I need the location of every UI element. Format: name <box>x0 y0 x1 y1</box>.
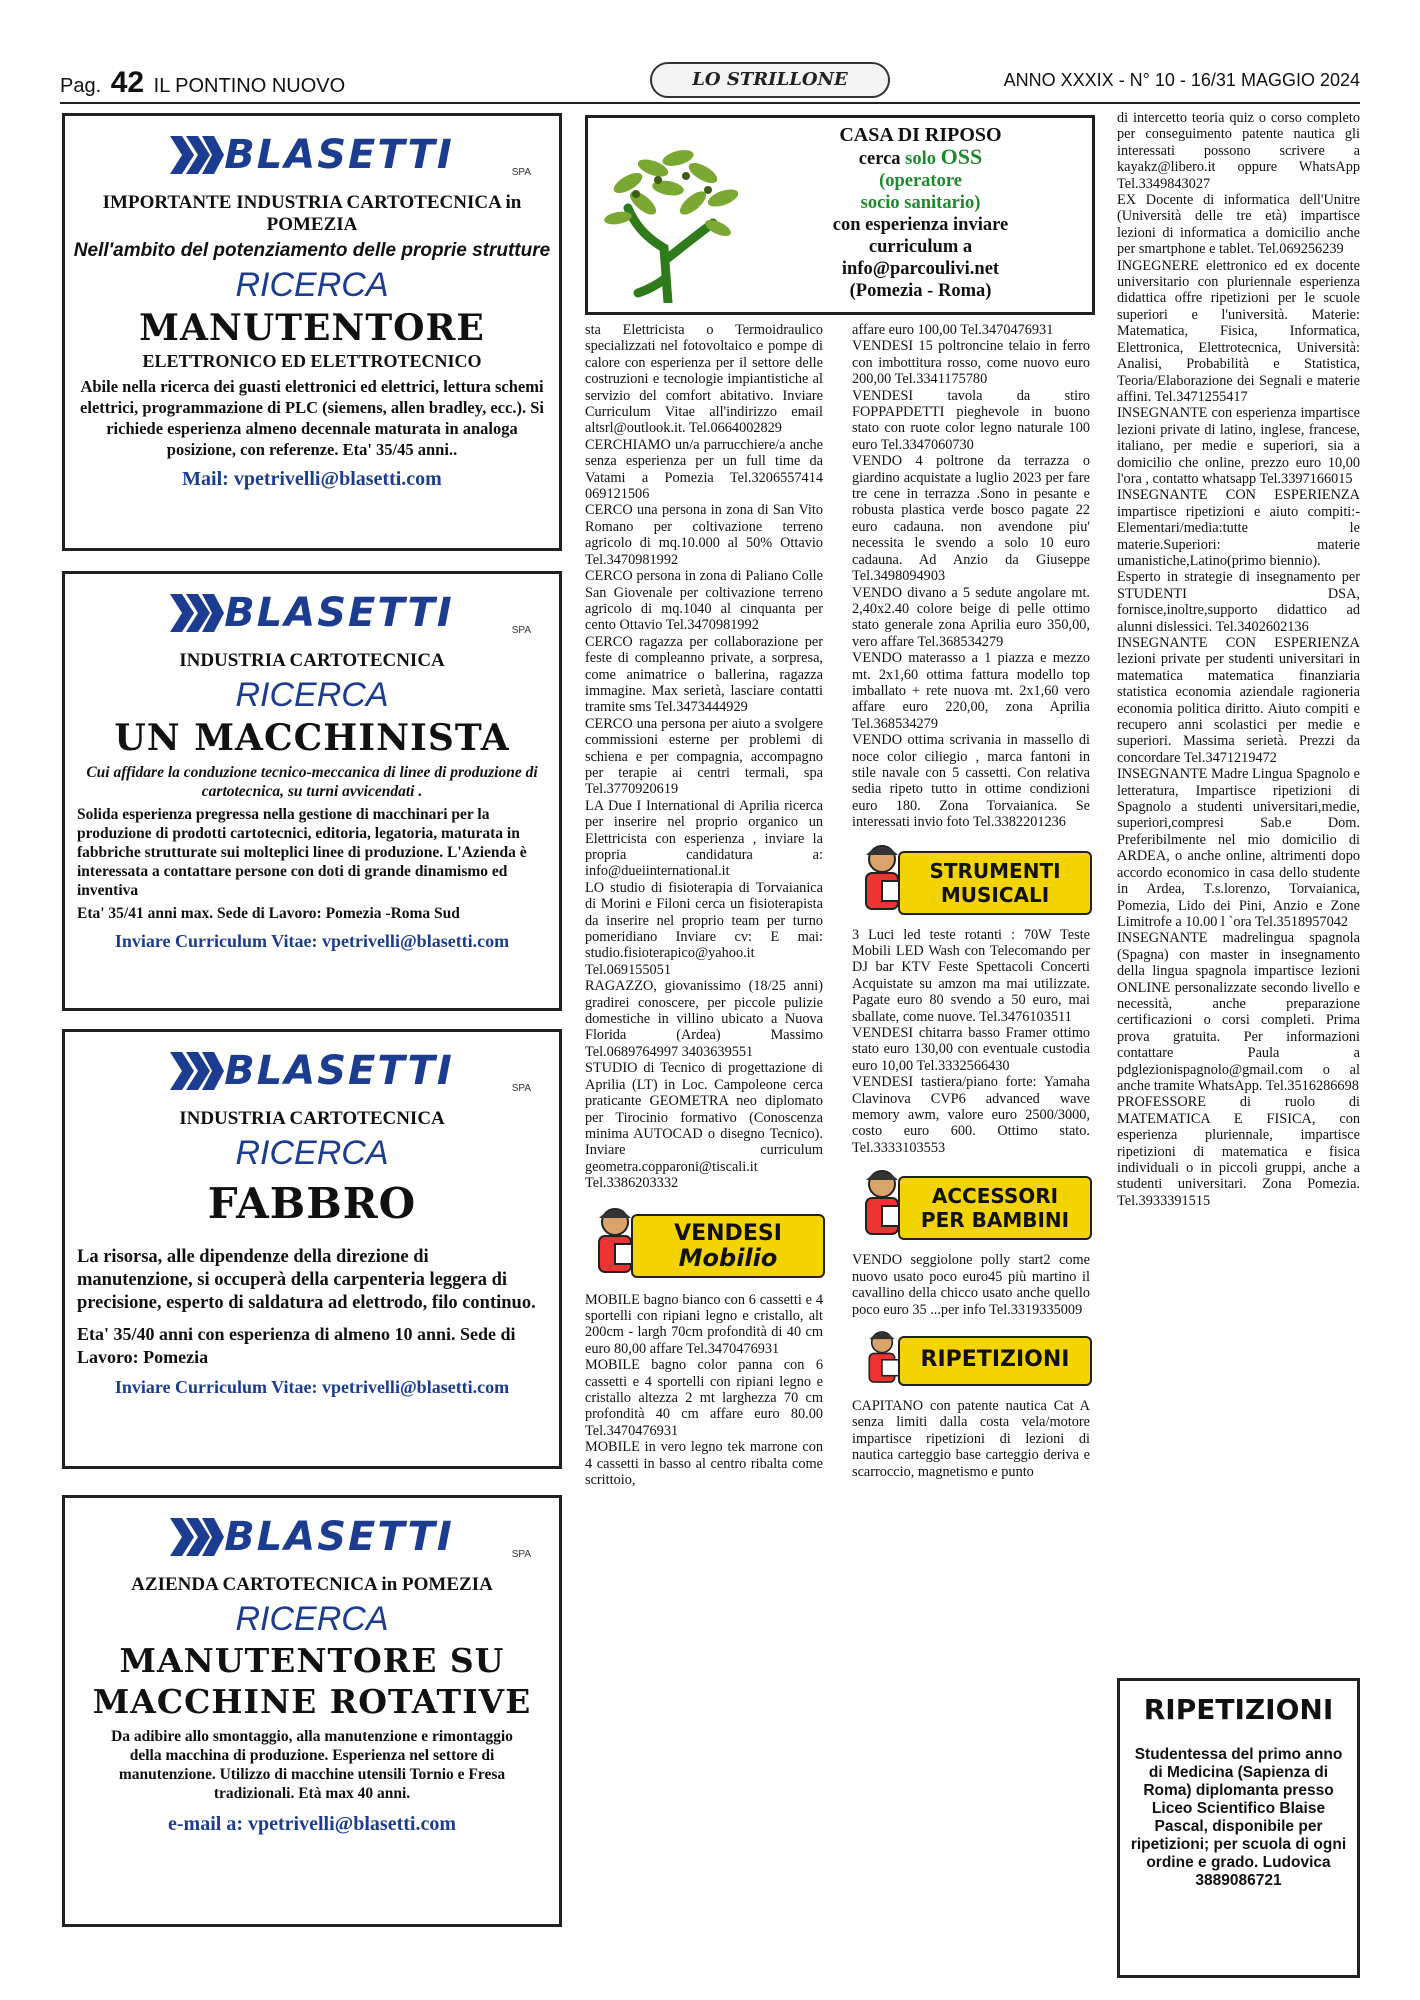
listing-item: LO studio di fisioterapia di Torvaianica di Morini e Filoni cerca un fisioterapista da inserire nel proprio team per turno pomeridiano Inviare cv: E mai: studio.fisioterapico@yahoo.it Tel.069155051 <box>585 879 823 978</box>
listing-item: LA Due I International di Aprilia ricerca per inserire nel proprio organico un Elettricista con esperienza , inviare la propria candidatura a: info@dueiinternational.it <box>585 797 823 880</box>
classifieds-column-1 <box>585 322 823 1972</box>
listing-item: MOBILE bagno bianco con 6 cassetti e 4 sportelli con ripiani legno e cristallo, alt 200cm - largh 70cm profondità di 40 cm euro 80,00 affare Tel.3470476931 <box>585 1291 823 1357</box>
blasetti-logo: BLASETTI SPA <box>65 1046 559 1096</box>
listing-item: INGEGNERE elettronico ed ex docente universitario con pluriennale esperienza didattica offre ripetizioni per le scuole superiori e l'università. Materie: Matematica, Fisica, Informatica, Elettronica, Elettrotecnica, Università: Analisi, Probabilità e Statistica, Teoria/Elaborazione dei Segnali e materie affini. Tel.3471255417 <box>1117 257 1360 405</box>
casa-email[interactable]: info@parcoulivi.net <box>841 259 1000 279</box>
listing-group <box>852 1252 1090 1318</box>
chevron-logo-icon <box>170 136 224 174</box>
listing-group <box>852 927 1090 1157</box>
classifieds-column-3 <box>1117 110 1360 1670</box>
classifieds-column-2 <box>852 322 1090 1972</box>
listing-item: VENDO ottima scrivania in massello di noce color ciliegio , marca fantoni in stile navale con 5 cassetti. Con relativa sedia ripeto tutto in ottime condizioni euro 180. Zona Torvaianica. Se interessati invio foto Tel.3382201236 <box>852 732 1090 831</box>
blasetti-ad-fabbro: BLASETTI SPA INDUSTRIA CARTOTECNICA RICERCA FABBRO La risorsa, alle dipendenze della direzione di manutenzione, si occuperà della carpenteria leggera di precisione, esperto di saldatura ad elettrodo, filo continuo. Eta' 35/40 anni con esperienza di almeno 10 anni. Sede di Lavoro: Pomezia Inviare Curriculum Vitae: vpetrivelli@blasetti.com <box>62 1029 562 1469</box>
section-header-strumenti: STRUMENTI MUSICALI <box>852 841 1092 919</box>
page-header <box>60 60 1360 104</box>
issue-info: ANNO XXXIX - N° 10 - 16/31 MAGGIO 2024 <box>1003 70 1360 90</box>
listing-item: INSEGNANTE con esperienza impartisce lezioni private di latino, inglese, francese, italiano, per medie e superiori, sia a domicilio che online, prezzo euro 10,00 l'ora , contatto whatsapp Tel.3397166015 <box>1117 405 1360 487</box>
listing-item: PROFESSORE di ruolo di MATEMATICA E FISICA, con esperienza pluriennale, impartisce ripetizioni di matematica e fisica individuali o in piccoli gruppi, anche a studenti universitari. Zona Pomezia. Tel.3933391515 <box>1117 1094 1360 1209</box>
job-title: MANUTENTORE <box>139 307 485 349</box>
listing-item: VENDESI tastiera/piano forte: Yamaha Clavinova CVP6 advanced wave memory awm, valore euro 2500/3000, costo euro 600. Ottimo stato. Tel.3333103553 <box>852 1074 1090 1156</box>
listing-item: EX Docente di informatica dell'Unitre (Università delle tre età) impartisce lezioni di informatica a domicilio anche per smartphone e tablet. Tel.069256239 <box>1117 192 1360 258</box>
listing-item: sta Elettricista o Termoidraulico specializzati nel fotovoltaico e pompe di calore con esperienza per il settore delle costruzioni e tecnologie impiantistiche al servizio del comfort abitativo. Inviare Curriculum Vitae all'indirizzo email altsrl@outlook.it. Tel.0664002829 <box>585 322 823 437</box>
listing-item: Esperto in strategie di insegnamento per STUDENTI DSA, fornisce,inoltre,supporto didattico ad alunni dislessici. Tel.3402602136 <box>1117 569 1360 635</box>
job-title: MANUTENTORE SU <box>119 1641 505 1680</box>
section-header-accessori: ACCESSORI PER BAMBINI <box>852 1166 1092 1244</box>
ripetizioni-box: RIPETIZIONI Studentessa del primo anno di Medicina (Sapienza di Roma) diplomanta presso Liceo Scientifico Blaise Pascal, disponibile per ripetizioni; per scuola di ogni ordine e grado. Ludovica 3889086721 <box>1117 1678 1360 1978</box>
job-title: FABBRO <box>207 1179 417 1228</box>
listing-item: MOBILE bagno color panna con 6 cassetti e 4 sportelli con ripiani legno e cristallo altezza 2 mt larghezza 70 cm profondità 40 cm affare euro 80.00 Tel.3470476931 <box>585 1357 823 1439</box>
listing-item: 3 Luci led teste rotanti : 70W Teste Mobili LED Wash con Telecomando per DJ bar KTV Feste Spettacoli Concerti Acquistate su amzon ma mai utilizzate. Pagate euro 80 svendo a 50 euro, mai sballate, come nuove. Tel.3476103511 <box>852 926 1090 1025</box>
listing-item: CERCO ragazza per collaborazione per feste di compleanno private, a sorpresa, come animatrice o ballerina, ragazza immagine. Max serietà, lasciare contatti tramite sms Tel.3473444929 <box>585 633 823 716</box>
page-number: 42 <box>110 66 145 99</box>
listing-item: INSEGNANTE madrelingua spagnola (Spagna) con master in insegnamento della lingua spagnola impartisce lezioni ONLINE personalizzate secondo livello e necessità, anche preparazione certificazioni o corsi completi. Prima prova gratuita. Per informazioni contattare Paula a pdglezionispagnolo@gmail.com o al anche tramite WhatsApp. Tel.3516286698 <box>1117 930 1360 1094</box>
listing-group <box>852 1398 1090 1480</box>
listing-item: VENDESI 15 poltroncine telaio in ferro con imbottitura rosso, come nuovo euro 200,00 Tel.3341175780 <box>852 338 1090 388</box>
listing-item: RAGAZZO, giovanissimo (18/25 anni) gradirei conoscere, per piccole pulizie domestiche in villino ubicato a Nuova Florida (Ardea) Massimo Tel.0689764997 3403639551 <box>585 978 823 1060</box>
listing-item: affare euro 100,00 Tel.3470476931 <box>852 322 1054 338</box>
blasetti-logo: BLASETTI SPA <box>65 588 559 638</box>
listing-group <box>852 322 1090 831</box>
blasetti-ad-macchinista: BLASETTI SPA INDUSTRIA CARTOTECNICA RICERCA UN MACCHINISTA Cui affidare la conduzione tecnico-meccanica di linee di produzione di cartotecnica, su turni avvicendati . Solida esperienza pregressa nella gestione di macchinari per la produzione di prodotti cartotecnici, editoria, legatoria, maturata in fabbriche strutturate sui molteplici linee di produzione. L'Azienda è interessata a contattare persone con doti di grande dinamismo ed inventiva Eta' 35/41 anni max. Sede di Lavoro: Pomezia -Roma Sud Inviare Curriculum Vitae: vpetrivelli@blasetti.com <box>62 571 562 1011</box>
job-title-line2: MACCHINE ROTATIVE <box>92 1682 532 1721</box>
listing-group <box>1117 110 1360 1209</box>
contact-email[interactable]: Inviare Curriculum Vitae: vpetrivelli@blasetti.com <box>114 931 510 951</box>
blasetti-logo: BLASETTI SPA <box>65 1512 559 1562</box>
chevron-logo-icon <box>170 1518 224 1556</box>
chevron-logo-icon <box>170 594 224 632</box>
listing-item: INSEGNANTE CON ESPERIENZA lezioni private per studenti universitari in matematica matematica finanziaria statistica economia aziendale ragioneria economia politica diritto. Aiuto compiti e recupero anni scolastici per medie e superiori. Massima serietà. Prezzi da concordare Tel.3471219472 <box>1117 635 1360 766</box>
publication-name: IL PONTINO NUOVO <box>153 75 346 97</box>
listing-item: VENDO 4 poltrone da terrazza o giardino acquistate a luglio 2023 per fare tre cene in terrazza .Sono in pesante e robusta plastica verde bosco pagate 22 euro cadauna. non avendone piu' necessita le svendo a solo 10 euro cadauna. Ad Anzio da Giuseppe Tel.3498094903 <box>852 453 1090 585</box>
strillone-logo: LO STRILLONE <box>650 62 890 98</box>
blasetti-logo: BLASETTI SPA <box>65 130 559 180</box>
blasetti-ad-rotative: BLASETTI SPA AZIENDA CARTOTECNICA in POMEZIA RICERCA MANUTENTORE SU MACCHINE ROTATIVE Da adibire allo smontaggio, alla manutenzione e rimontaggio della macchina di produzione. Esperienza nel settore di manutenzione. Utilizzo di macchine utensili Tornio e Fresa tradizionali. Età max 40 anni. e-mail a: vpetrivelli@blasetti.com <box>62 1495 562 1927</box>
listing-item: di intercetto teoria quiz o corso completo per conseguimento patente nautica gli interessati possono scrivere a kayakz@libero.it oppure WhatsApp Tel.3349843027 <box>1117 110 1360 192</box>
page-label: Pag. 42 IL PONTINO NUOVO <box>60 66 346 99</box>
listing-item: CERCO una persona in zona di San Vito Romano per coltivazione terreno agricolo di mq.10.000 al 50% Ottavio Tel.3470981992 <box>585 502 823 568</box>
blasetti-ad-manutentore: BLASETTI SPA IMPORTANTE INDUSTRIA CARTOTECNICA in POMEZIA Nell'ambito del potenziamento delle proprie strutture RICERCA MANUTENTORE ELETTRONICO ED ELETTROTECNICO Abile nella ricerca dei guasti elettronici ed elettrici, lettura schemi elettrici, programmazione di PLC (siemens, allen bradley, ecc.). Si richiede esperienza almeno decennale maturata in analoga posizione, con referenze. Eta' 35/45 anni.. Mail: vpetrivelli@blasetti.com <box>62 113 562 551</box>
chevron-logo-icon <box>170 1052 224 1090</box>
contact-email[interactable]: Inviare Curriculum Vitae: vpetrivelli@blasetti.com <box>114 1377 510 1397</box>
listing-item: STUDIO di Tecnico di progettazione di Aprilia (LT) in Loc. Campoleone cerca praticante GEOMETRA neo diplomato per Tirocinio formativo (Conoscenza minima AUTOCAD o disegno Tecnico). Inviare curriculum geometra.copparoni@tiscali.it Tel.3386203332 <box>585 1060 823 1192</box>
contact-email[interactable]: Mail: vpetrivelli@blasetti.com <box>182 468 442 490</box>
listing-item: INSEGNANTE CON ESPERIENZA impartisce ripetizioni e aiuto compiti:-Elementari/media:tutte le materie.Superiori: materie umanistiche,Latino(primo biennio). <box>1117 487 1360 569</box>
olive-tree-icon <box>598 128 748 303</box>
listing-item: VENDO seggiolone polly start2 come nuovo usato poco euro45 più martino il cavallino della chicco usato anche quello poco euro 35 ...per info Tel.3319335009 <box>852 1252 1090 1318</box>
section-header-ripetizioni: RIPETIZIONI <box>852 1328 1092 1390</box>
listing-item: VENDESI chitarra basso Framer ottimo stato euro 130,00 con eventuale custodia euro 10,00 Tel.3332566430 <box>852 1025 1090 1074</box>
listing-item: CERCO persona in zona di Paliano Colle San Giovenale per coltivazione terreno agricolo di mq.1040 al cinquanta per cento Ottavio Tel.3470981992 <box>585 568 823 634</box>
listing-item: CAPITANO con patente nautica Cat A senza limiti dalla costa vela/motore impartisce ripetizioni di lezioni di nautica carteggio base carteggio deriva e scarroccio, magnetismo e punto <box>852 1397 1090 1480</box>
listing-group <box>585 1292 823 1489</box>
contact-email[interactable]: e-mail a: vpetrivelli@blasetti.com <box>168 1813 456 1835</box>
listing-item: CERCO una persona per aiuto a svolgere commissioni esterne per problemi di schiena e per compagnia, accompagno per terapie ai centri termali, spa Tel.3770920619 <box>585 715 823 798</box>
listing-item: VENDESI tavola da stiro FOPPAPDETTI pieghevole in buono stato con ruote color legno naturale 100 euro Tel.3347060730 <box>852 387 1090 453</box>
section-header-mobilio: VENDESI Mobilio <box>585 1204 825 1282</box>
listing-item: VENDO materasso a 1 piazza e mezzo mt. 2x1,60 ottima fattura modello top imballato + rete nuova mt. 2x1,60 vero affare euro 220,00, zona Aprilia Tel.368534279 <box>852 650 1090 732</box>
listing-group <box>585 322 823 1192</box>
listing-item: INSEGNANTE Madre Lingua Spagnolo e letteratura, Impartisce ripetizioni di Spagnolo a studenti universitari,medie, superiori,compresi Sab.e Dom. Preferibilmente nel mio domicilio di ARDEA, o anche online, altrimenti dopo accordo economico in casa dello studente in Ardea, T.s.lorenzo, Torvaianica, Pomezia, Lido dei Pini, Anzio e Zone Limitrofe a 10.00 l `ora Tel.3518957042 <box>1117 766 1360 930</box>
listing-item: CERCHIAMO un/a parrucchiere/a anche senza esperienza per un full time da Vatami a Pomezia Tel.3206557414 069121506 <box>585 436 823 503</box>
casa-di-riposo-ad: CASA DI RIPOSO cerca solo OSS (operatore socio sanitario) con esperienza inviare curriculum a info@parcoulivi.net (Pomezia - Roma) <box>585 115 1095 315</box>
listing-item: VENDO divano a 5 sedute angolare mt. 2,40x2.40 colore beige di pelle ottimo stato generale zona Aprilia euro 350,00, vero affare Tel.368534279 <box>852 584 1090 650</box>
listing-item: MOBILE in vero legno tek marrone con 4 cassetti in basso al centro ribalta come scrittoio, <box>585 1439 823 1488</box>
job-title: UN MACCHINISTA <box>114 717 510 759</box>
